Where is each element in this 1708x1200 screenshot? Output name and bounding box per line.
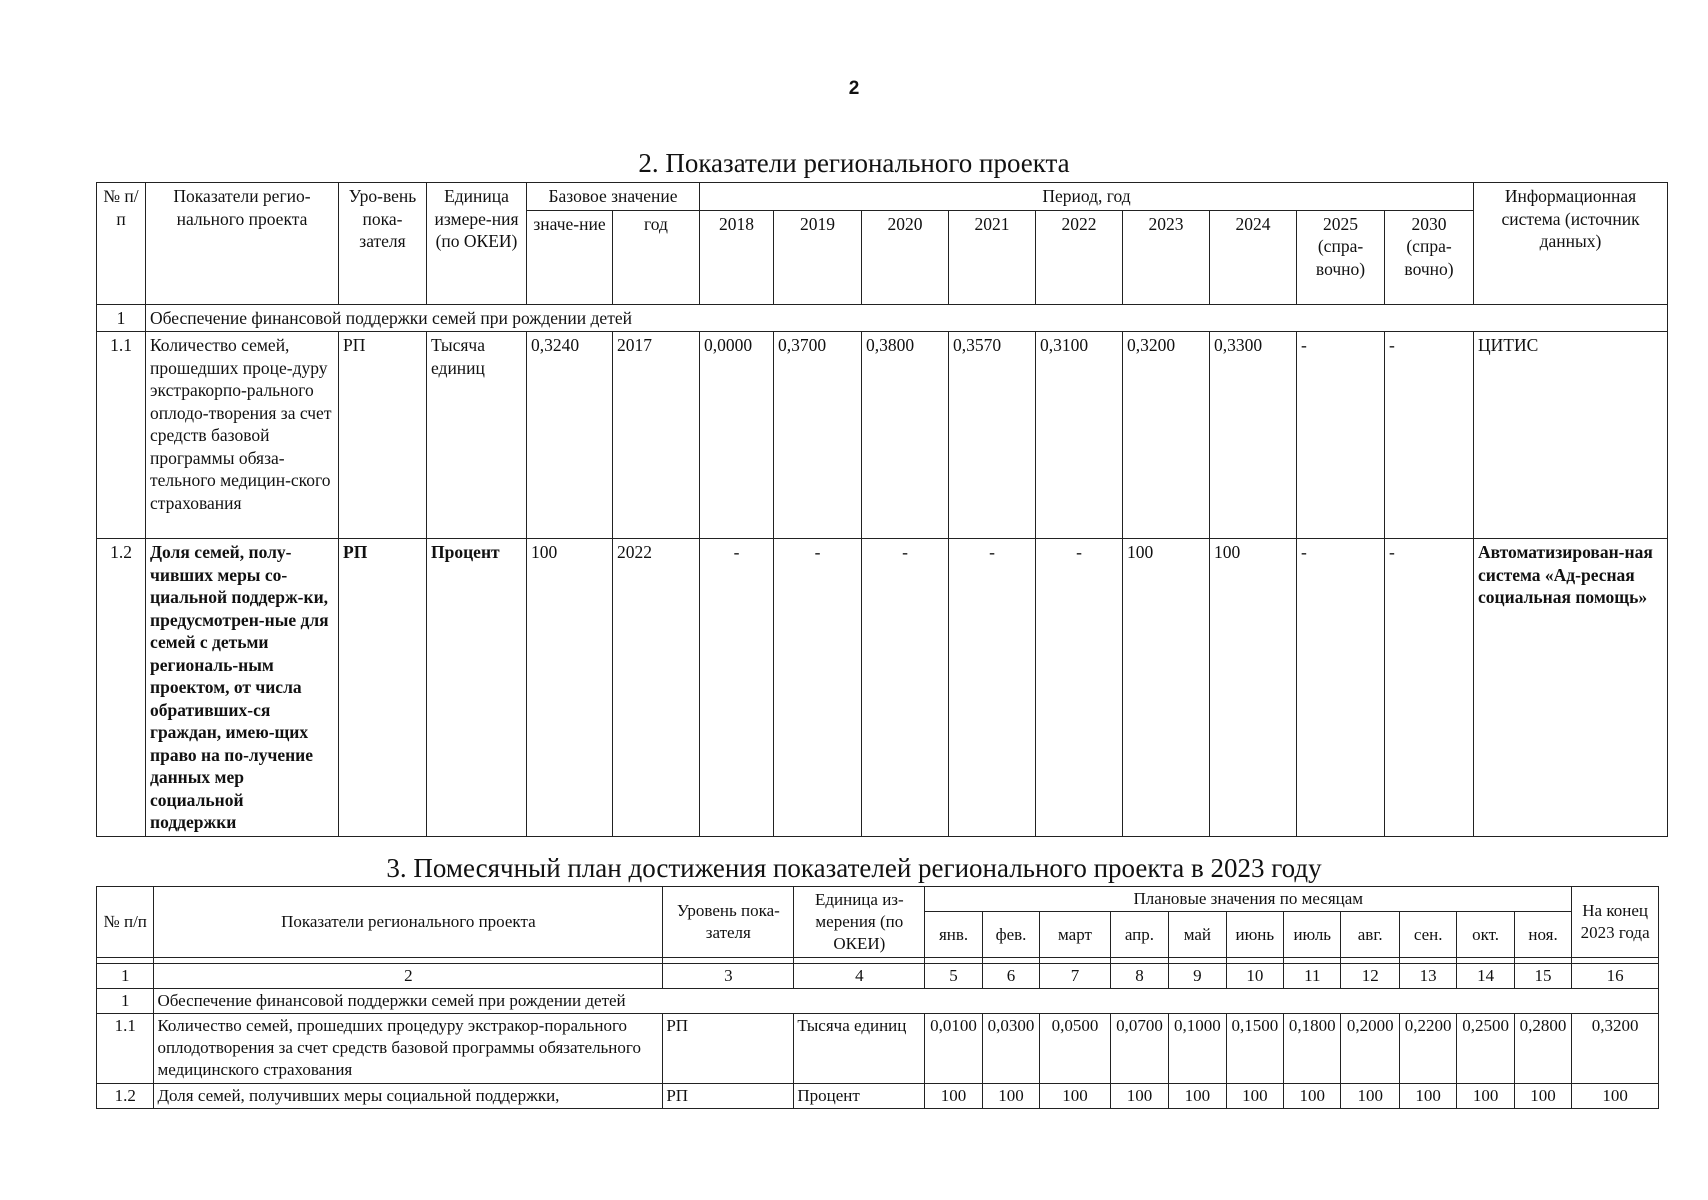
row-value: 100	[1040, 1084, 1111, 1109]
row-value: -	[949, 539, 1036, 837]
header-num: № п/п	[97, 183, 146, 305]
row-info: ЦИТИС	[1474, 332, 1668, 539]
row-base-value: 0,3240	[527, 332, 613, 539]
table-row	[97, 332, 1668, 539]
header-monthly: Плановые значения по месяцам	[925, 887, 1572, 912]
group-label: Обеспечение финансовой поддержки семей при рождении детей	[146, 304, 1668, 332]
row-value: -	[774, 539, 862, 837]
header-year: 2020	[862, 210, 949, 304]
row-num: 1.1	[97, 1014, 154, 1084]
row-base-year: 2022	[613, 539, 700, 837]
table-row	[97, 1014, 1659, 1084]
header-month: март	[1040, 912, 1111, 958]
col-number: 10	[1226, 964, 1283, 989]
row-num: 1.2	[97, 1084, 154, 1109]
row-unit: Тысяча единиц	[427, 332, 527, 539]
row-value: 0,3570	[949, 332, 1036, 539]
row-value: -	[700, 539, 774, 837]
row-value: 100	[1341, 1084, 1399, 1109]
row-value: 100	[1284, 1084, 1341, 1109]
header-num: № п/п	[97, 887, 154, 958]
header-year: 2023	[1123, 210, 1210, 304]
row-info: Автоматизирован-ная система «Ад-ресная социальная помощь»	[1474, 539, 1668, 837]
row-value: -	[1385, 539, 1474, 837]
header-month: апр.	[1110, 912, 1168, 958]
page-number: 2	[848, 78, 860, 99]
col-number: 11	[1284, 964, 1341, 989]
group-num: 1	[97, 304, 146, 332]
row-indicator: Количество семей, прошедших проце-дуру экстракорпо-рального оплодо-творения за счет средств базовой программы обяза-тельного медицин-ского страхования	[146, 332, 339, 539]
row-value: 0,1800	[1284, 1014, 1341, 1084]
table-row	[97, 539, 1668, 837]
row-value: 0,2800	[1514, 1014, 1571, 1084]
header-year: 2019	[774, 210, 862, 304]
row-value: 0,0100	[925, 1014, 982, 1084]
group-label: Обеспечение финансовой поддержки семей при рождении детей	[154, 989, 1659, 1014]
header-period: Период, год	[700, 183, 1474, 211]
col-number: 7	[1040, 964, 1111, 989]
header-base-value: значе-ние	[527, 210, 613, 304]
header-year: 2024	[1210, 210, 1297, 304]
row-indicator: Количество семей, прошедших процедуру экстракор-порального оплодотворения за счет средств базовой программы обязательного медицинского страхования	[154, 1014, 663, 1084]
row-value: 0,2500	[1457, 1014, 1514, 1084]
row-value: 100	[925, 1084, 982, 1109]
indicators-table	[96, 182, 1668, 837]
row-value: -	[1297, 539, 1385, 837]
row-value: 100	[1210, 539, 1297, 837]
header-indicator: Показатели регионального проекта	[154, 887, 663, 958]
header-month: сен.	[1399, 912, 1456, 958]
header-unit: Единица измере-ния (по ОКЕИ)	[427, 183, 527, 305]
row-value: 0,3800	[862, 332, 949, 539]
row-level: РП	[339, 332, 427, 539]
row-num: 1.2	[97, 539, 146, 837]
header-end: На конец 2023 года	[1572, 887, 1659, 958]
monthly-plan-table	[96, 886, 1659, 1109]
col-number: 13	[1399, 964, 1456, 989]
header-month: окт.	[1457, 912, 1514, 958]
row-value: 0,0000	[700, 332, 774, 539]
header-level: Уровень пока-зателя	[663, 887, 794, 958]
row-value: 0,3100	[1036, 332, 1123, 539]
row-value: 0,2000	[1341, 1014, 1399, 1084]
group-row	[97, 304, 1668, 332]
section3-title: 3. Помесячный план достижения показателей регионального проекта в 2023 году	[386, 853, 1322, 883]
header-base: Базовое значение	[527, 183, 700, 211]
header-month: июнь	[1226, 912, 1283, 958]
row-level: РП	[663, 1014, 794, 1084]
header-base-year: год	[613, 210, 700, 304]
group-num: 1	[97, 989, 154, 1014]
section2-title: 2. Показатели регионального проекта	[638, 148, 1070, 178]
row-value: 100	[1110, 1084, 1168, 1109]
row-value: 0,0500	[1040, 1014, 1111, 1084]
col-number: 12	[1341, 964, 1399, 989]
header-month: янв.	[925, 912, 982, 958]
table-row	[97, 1084, 1659, 1109]
header-row-1	[97, 183, 1668, 211]
col-number: 2	[154, 964, 663, 989]
row-unit: Тысяча единиц	[794, 1014, 925, 1084]
row-level: РП	[663, 1084, 794, 1109]
group-row	[97, 989, 1659, 1014]
col-number: 16	[1572, 964, 1659, 989]
header-info: Информационная система (источник данных)	[1474, 183, 1668, 305]
col-number: 3	[663, 964, 794, 989]
col-number: 8	[1110, 964, 1168, 989]
row-value: 100	[1123, 539, 1210, 837]
row-value: 100	[1169, 1084, 1226, 1109]
row-unit: Процент	[794, 1084, 925, 1109]
header-month: ноя.	[1514, 912, 1571, 958]
col-number: 14	[1457, 964, 1514, 989]
col-number: 6	[982, 964, 1039, 989]
row-value: 100	[982, 1084, 1039, 1109]
row-indicator: Доля семей, полу-чивших меры со-циальной поддерж-ки, предусмотрен-ные для семей с детьми региональ-ным проектом, от числа обративших-ся граждан, имею-щих право на по-лучение данных мер социальной поддержки	[146, 539, 339, 837]
header-year: 2018	[700, 210, 774, 304]
col-number: 1	[97, 964, 154, 989]
row-value: 0,2200	[1399, 1014, 1456, 1084]
row-value: 0,0300	[982, 1014, 1039, 1084]
header-indicator: Показатели регио-нального проекта	[146, 183, 339, 305]
col-number: 4	[794, 964, 925, 989]
row-level: РП	[339, 539, 427, 837]
row-end: 0,3200	[1572, 1014, 1659, 1084]
row-value: -	[1385, 332, 1474, 539]
header-row-1	[97, 887, 1659, 912]
row-end: 100	[1572, 1084, 1659, 1109]
header-unit: Единица из-мерения (по ОКЕИ)	[794, 887, 925, 958]
row-value: 0,1500	[1226, 1014, 1283, 1084]
col-number: 15	[1514, 964, 1571, 989]
header-month: май	[1169, 912, 1226, 958]
row-value: 0,3700	[774, 332, 862, 539]
row-value: 0,3200	[1123, 332, 1210, 539]
header-month: фев.	[982, 912, 1039, 958]
row-value: 100	[1226, 1084, 1283, 1109]
row-value: 100	[1399, 1084, 1456, 1109]
row-num: 1.1	[97, 332, 146, 539]
row-value: 0,1000	[1169, 1014, 1226, 1084]
row-value: 0,3300	[1210, 332, 1297, 539]
row-value: -	[862, 539, 949, 837]
row-value: 100	[1457, 1084, 1514, 1109]
header-year: 2030 (спра-вочно)	[1385, 210, 1474, 304]
row-base-year: 2017	[613, 332, 700, 539]
header-month: авг.	[1341, 912, 1399, 958]
row-value: 100	[1514, 1084, 1571, 1109]
column-number-row	[97, 964, 1659, 989]
row-value: -	[1297, 332, 1385, 539]
row-base-value: 100	[527, 539, 613, 837]
row-value: -	[1036, 539, 1123, 837]
row-unit: Процент	[427, 539, 527, 837]
col-number: 9	[1169, 964, 1226, 989]
header-month: июль	[1284, 912, 1341, 958]
header-year: 2022	[1036, 210, 1123, 304]
header-level: Уро-вень пока-зателя	[339, 183, 427, 305]
col-number: 5	[925, 964, 982, 989]
row-indicator: Доля семей, получивших меры социальной поддержки,	[154, 1084, 663, 1109]
header-year: 2025 (спра-вочно)	[1297, 210, 1385, 304]
header-year: 2021	[949, 210, 1036, 304]
row-value: 0,0700	[1110, 1014, 1168, 1084]
